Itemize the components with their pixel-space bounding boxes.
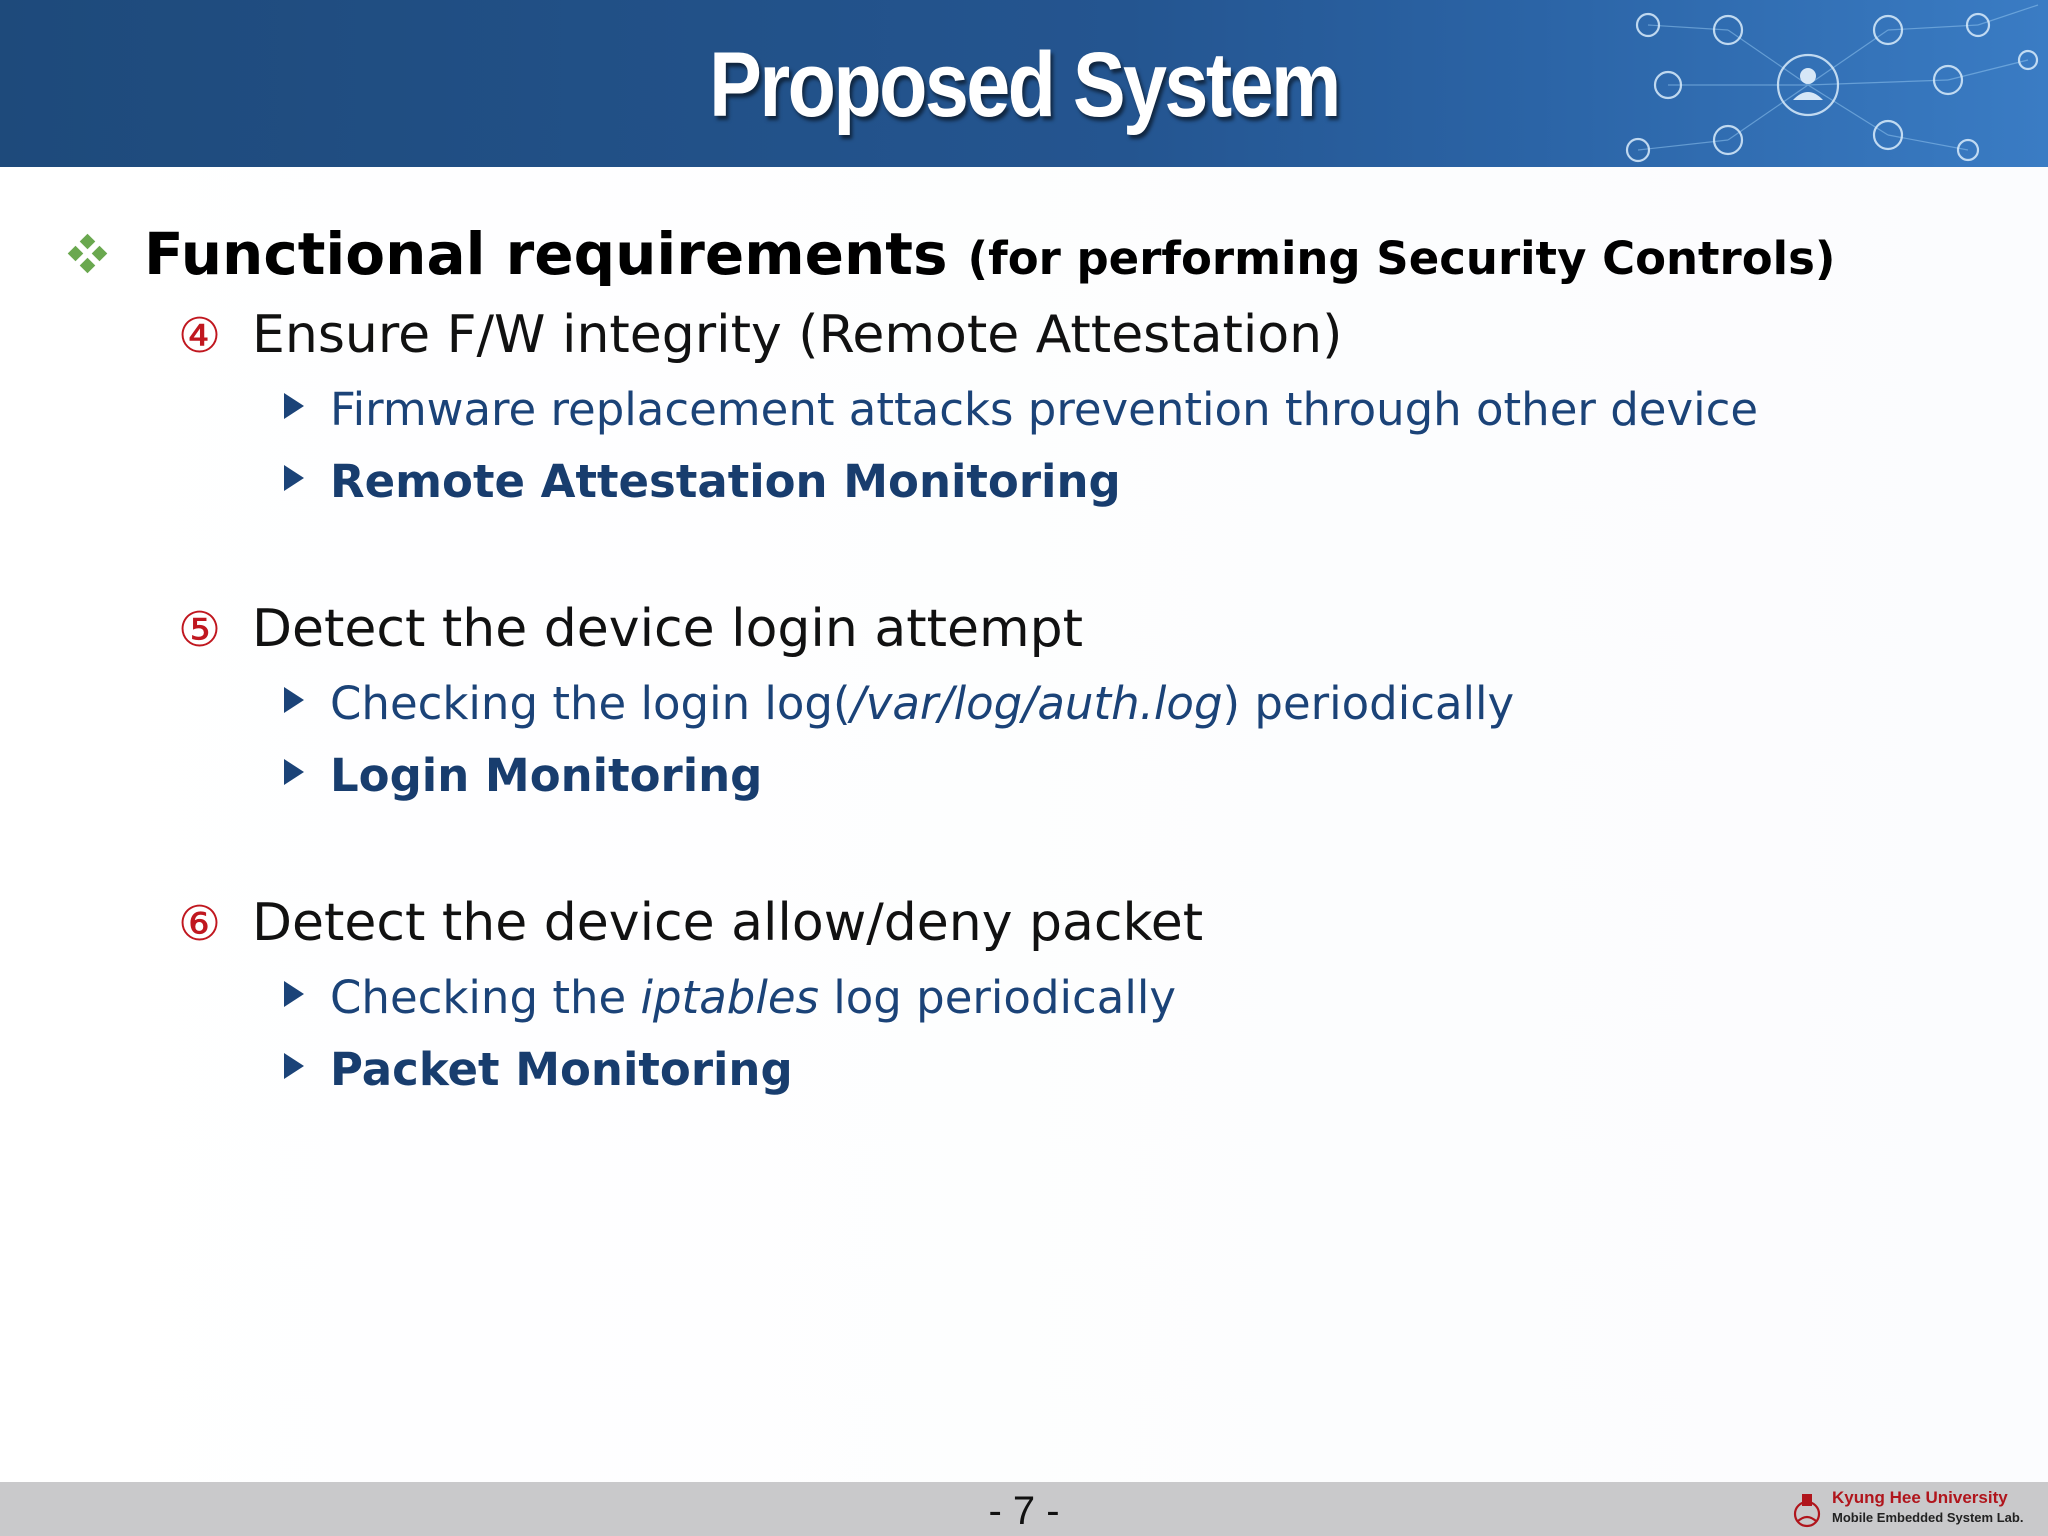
logo-lab-name: Mobile Embedded System Lab. — [1832, 1510, 2024, 1525]
item-text: Detect the device login attempt — [252, 599, 1084, 659]
triangle-arrow-icon — [284, 981, 304, 1007]
triangle-arrow-icon — [284, 1053, 304, 1079]
bullet-item: Firmware replacement attacks prevention through other device — [284, 380, 1758, 440]
triangle-arrow-icon — [284, 465, 304, 491]
triangle-arrow-icon — [284, 393, 304, 419]
triangle-arrow-icon — [284, 759, 304, 785]
triangle-arrow-icon — [284, 687, 304, 713]
slide-title: Proposed System — [709, 34, 1339, 136]
requirement-item-4 — [178, 300, 1342, 371]
bullet-item: Login Monitoring — [284, 746, 762, 806]
slide-footer — [0, 1482, 2048, 1536]
diamond-bullet-icon — [66, 232, 110, 276]
logo-university-name: Kyung Hee University — [1832, 1488, 2008, 1507]
bullet-item: Checking the login log(/var/log/auth.log) periodically — [284, 674, 1514, 734]
bullet-item: Packet Monitoring — [284, 1040, 793, 1100]
university-logo — [1788, 1488, 2028, 1532]
requirement-item-5 — [178, 594, 1083, 665]
item-number: ⑥ — [178, 896, 222, 952]
requirement-item-6 — [178, 888, 1203, 959]
item-text: Detect the device allow/deny packet — [252, 893, 1204, 953]
item-text: Ensure F/W integrity (Remote Attestation) — [252, 305, 1343, 365]
heading-sub: (for performing Security Controls) — [967, 232, 1836, 285]
bullet-item: Remote Attestation Monitoring — [284, 452, 1121, 512]
item-number: ④ — [178, 308, 222, 364]
bullet-item: Checking the iptables log periodically — [284, 968, 1176, 1028]
page-number: - 7 - — [988, 1489, 1060, 1533]
university-logo-icon — [1788, 1492, 1826, 1528]
log-path: /var/log/auth.log — [850, 677, 1223, 730]
heading-main: Functional requirements (for performing Security Controls) — [144, 220, 1836, 288]
iptables-term: iptables — [640, 971, 819, 1024]
slide-header — [0, 0, 2048, 167]
item-number: ⑤ — [178, 602, 222, 658]
